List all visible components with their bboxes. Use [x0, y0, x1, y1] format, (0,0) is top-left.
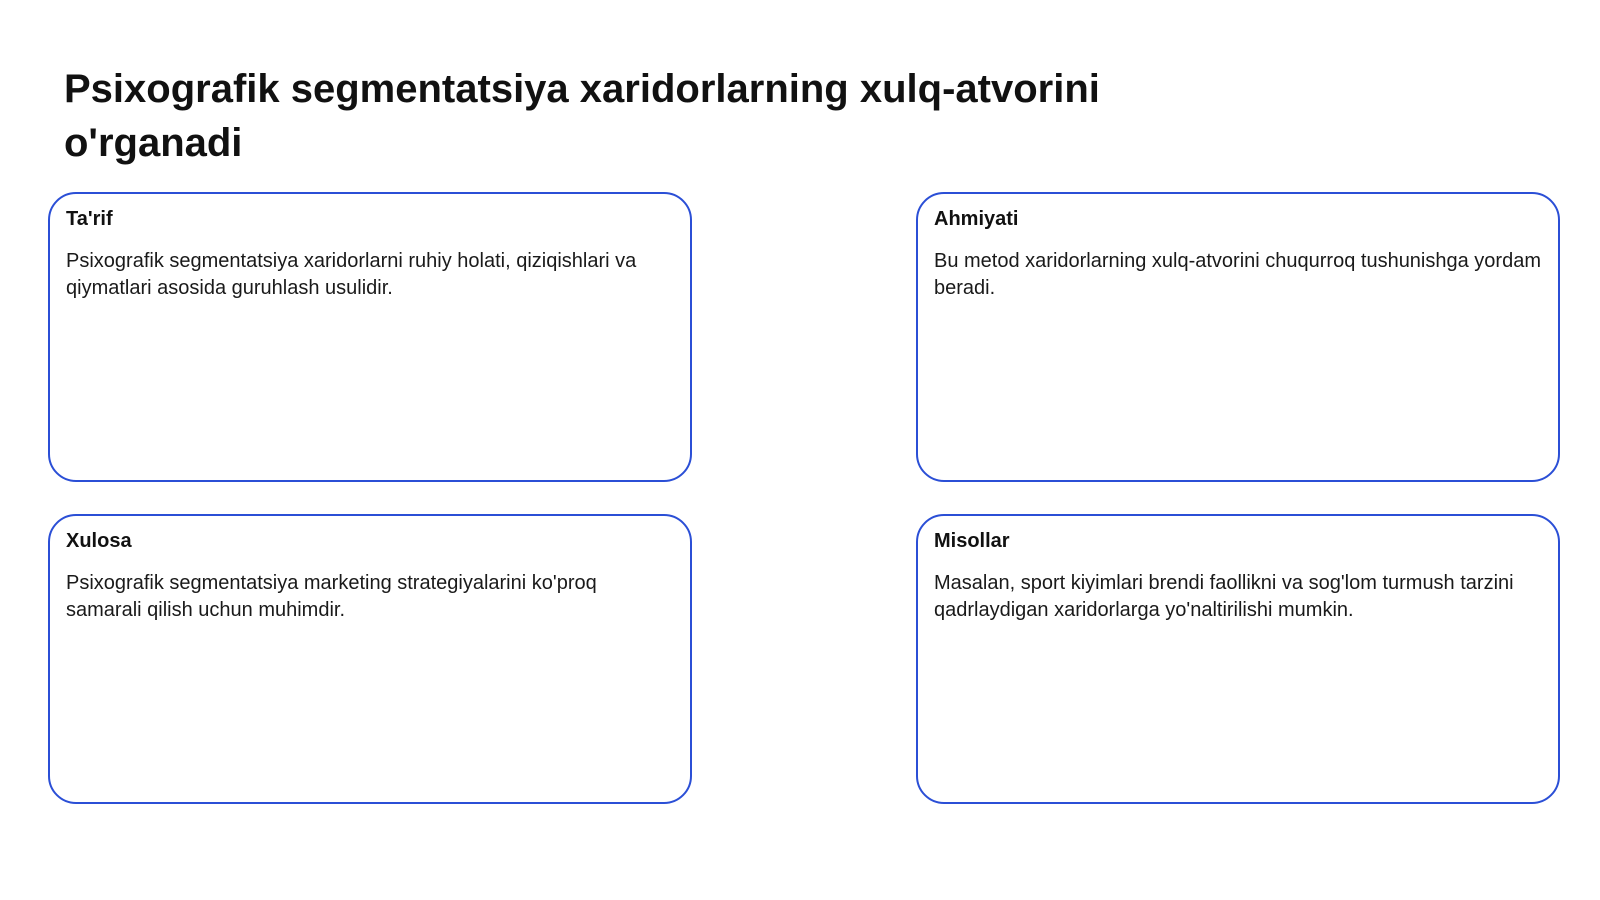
card-tarif [48, 192, 692, 482]
card-body: Masalan, sport kiyimlari brendi faollikni va sog'lom turmush tarzini qadrlaydigan xaridorlarga yo'naltirilishi mumkin. [934, 572, 1514, 621]
card-misollar [916, 514, 1560, 804]
card-body: Psixografik segmentatsiya xaridorlarni ruhiy holati, qiziqishlari va qiymatlari asosida guruhlash usulidir. [66, 250, 637, 299]
slide-title: Psixografik segmentatsiya xaridorlarning xulq-atvorini o'rganadi [64, 67, 1100, 165]
card-heading: Xulosa [66, 530, 132, 552]
card-xulosa [48, 514, 692, 804]
card-heading: Ta'rif [66, 208, 113, 230]
card-heading: Ahmiyati [934, 208, 1019, 230]
card-heading: Misollar [934, 530, 1010, 552]
card-body: Psixografik segmentatsiya marketing strategiyalarini ko'proq samarali qilish uchun muhimdir. [66, 572, 597, 621]
card-body: Bu metod xaridorlarning xulq-atvorini chuqurroq tushunishga yordam beradi. [934, 250, 1541, 299]
card-ahmiyati [916, 192, 1560, 482]
